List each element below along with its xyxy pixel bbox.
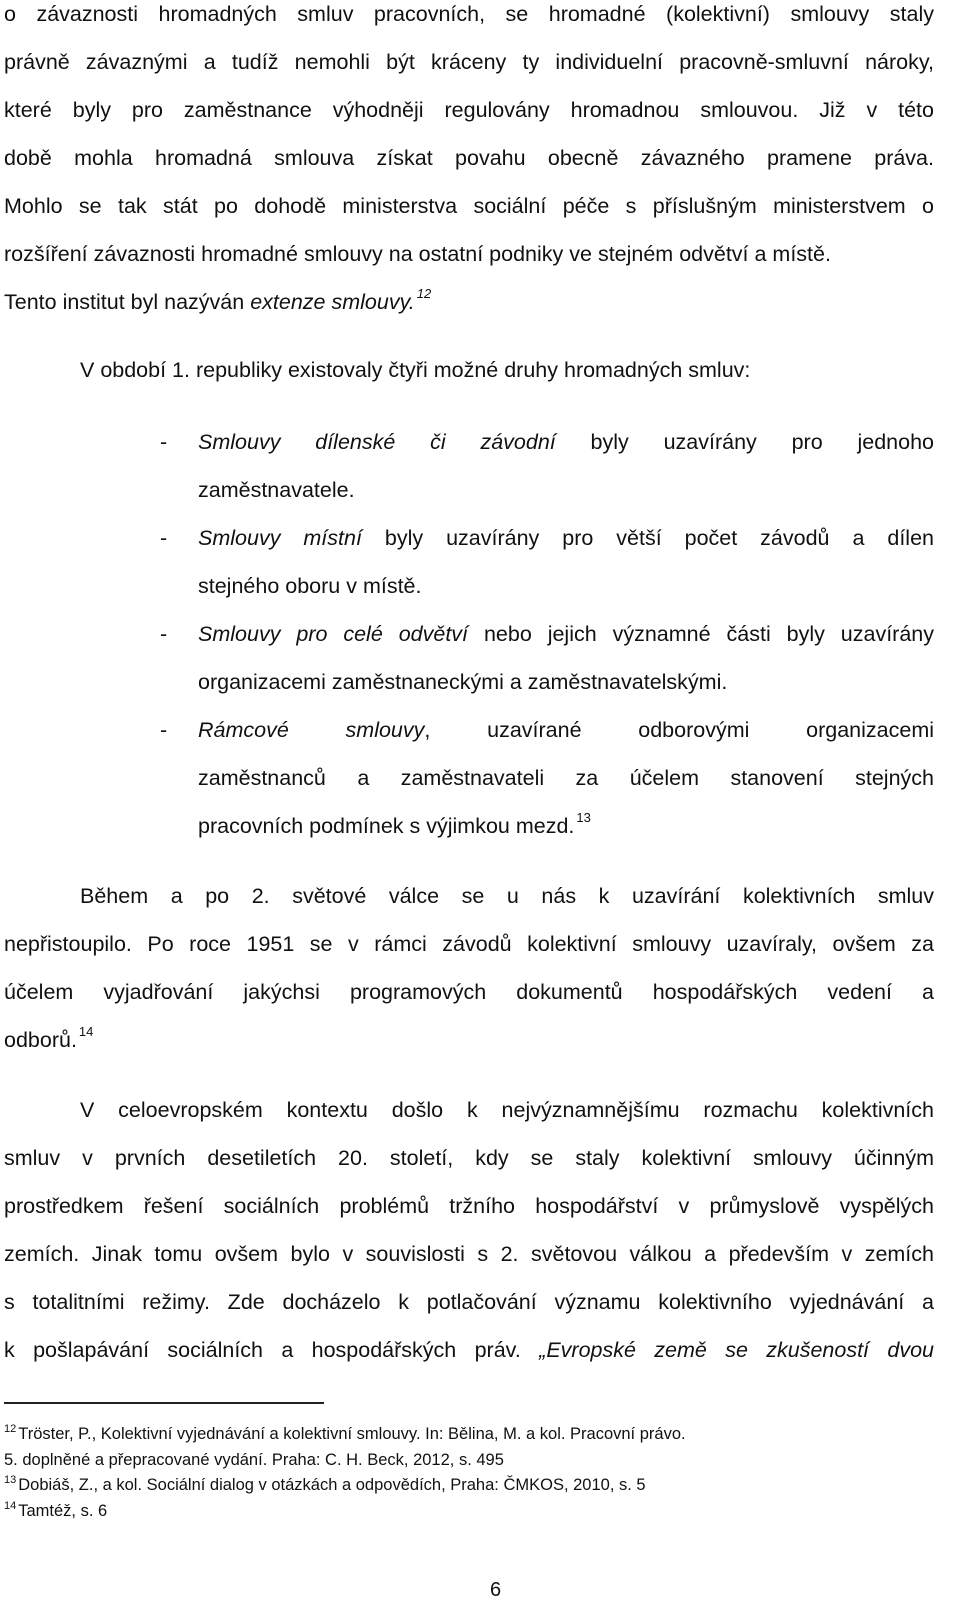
body-text: Tento institut byl nazýván: [4, 290, 251, 314]
footnote-number: 14: [4, 1500, 17, 1512]
list-item-cont: zaměstnanců a zaměstnavateli za účelem stanovení stejných: [198, 766, 934, 790]
italic-term: Rámcové smlouvy: [198, 718, 425, 742]
list-item: [198, 430, 934, 454]
list-dash: -: [160, 622, 168, 646]
list-item: [198, 526, 934, 550]
body-line: [4, 1338, 934, 1362]
body-line: době mohla hromadná smlouva získat povahu obecně závazného pramene práva.: [4, 146, 934, 170]
footnote-number: 12: [4, 1423, 17, 1435]
body-line: Během a po 2. světové válce se u nás k uzavírání kolektivních smluv: [80, 884, 934, 908]
list-item-cont: zaměstnavatele.: [198, 478, 355, 502]
body-text: , uzavírané odborovými organizacemi: [424, 718, 935, 742]
body-text: byly uzavírány pro větší počet závodů a dílen: [361, 526, 934, 550]
footnote-number: 13: [4, 1474, 17, 1486]
footnote-ref: 12: [416, 286, 432, 301]
footnote-separator: [4, 1402, 324, 1404]
body-text: pracovních podmínek s výjimkou mezd.: [198, 814, 575, 838]
footnote-text: Dobiáš, Z., a kol. Sociální dialog v otázkách a odpovědích, Praha: ČMKOS, 2010, s. 5: [18, 1476, 646, 1494]
body-line: prostředkem řešení sociálních problémů tržního hospodářství v průmyslově vyspělých: [4, 1194, 934, 1218]
list-item-cont: [198, 810, 591, 841]
footnote-text: Tamtéž, s. 6: [18, 1502, 108, 1520]
body-line: Mohlo se tak stát po dohodě ministerstva sociální péče s příslušným ministerstvem o: [4, 194, 934, 218]
italic-quote: „Evropské země se zkušeností dvou: [539, 1338, 934, 1362]
italic-term: Smlouvy pro celé odvětví: [198, 622, 469, 646]
list-dash: -: [160, 526, 168, 550]
list-intro: V období 1. republiky existovaly čtyři možné druhy hromadných smluv:: [80, 358, 751, 382]
body-text: odborů.: [4, 1028, 77, 1052]
body-text: k pošlapávání sociálních a hospodářských práv.: [4, 1338, 540, 1362]
body-line: [4, 286, 432, 317]
body-text: nebo jejich významné části byly uzavírány: [468, 622, 934, 646]
list-dash: -: [160, 430, 168, 454]
list-item: [198, 718, 934, 742]
list-dash: -: [160, 718, 168, 742]
footnote-text: Tröster, P., Kolektivní vyjednávání a kolektivní smlouvy. In: Bělina, M. a kol. Pracovní právo.: [18, 1425, 686, 1443]
footnote-ref: 14: [78, 1024, 94, 1039]
italic-term: extenze smlouvy.: [250, 290, 415, 314]
italic-term: Smlouvy dílenské či závodní: [198, 430, 556, 454]
list-item-cont: organizacemi zaměstnaneckými a zaměstnavatelskými.: [198, 670, 728, 694]
footnote-14: [4, 1501, 107, 1523]
body-line: nepřistoupilo. Po roce 1951 se v rámci závodů kolektivní smlouvy uzavíraly, ovšem za: [4, 932, 934, 956]
body-line: které byly pro zaměstnance výhodněji regulovány hromadnou smlouvou. Již v této: [4, 98, 934, 122]
body-line: s totalitními režimy. Zde docházelo k potlačování významu kolektivního vyjednávání a: [4, 1290, 934, 1314]
italic-term: Smlouvy místní: [198, 526, 362, 550]
body-line: zemích. Jinak tomu ovšem bylo v souvislosti s 2. světovou válkou a především v zemích: [4, 1242, 934, 1266]
footnote-ref: 13: [576, 810, 591, 825]
body-line: rozšíření závaznosti hromadné smlouvy na ostatní podniky ve stejném odvětví a místě.: [4, 242, 831, 266]
body-line: [4, 1024, 94, 1055]
body-line: právně závaznými a tudíž nemohli být kráceny ty individuelní pracovně-smluvní nároky,: [4, 50, 934, 74]
list-item: [198, 622, 934, 646]
body-line: o závaznosti hromadných smluv pracovních, se hromadné (kolektivní) smlouvy staly: [4, 2, 934, 26]
footnote-12-cont: 5. doplněné a přepracované vydání. Praha: C. H. Beck, 2012, s. 495: [4, 1451, 504, 1469]
footnote-13: [4, 1475, 646, 1497]
footnote-12: [4, 1424, 686, 1446]
body-line: účelem vyjadřování jakýchsi programových dokumentů hospodářských vedení a: [4, 980, 934, 1004]
body-text: byly uzavírány pro jednoho: [555, 430, 934, 454]
body-line: V celoevropském kontextu došlo k nejvýznamnějšímu rozmachu kolektivních: [80, 1098, 934, 1122]
body-line: smluv v prvních desetiletích 20. století, kdy se staly kolektivní smlouvy účinným: [4, 1146, 934, 1170]
list-item-cont: stejného oboru v místě.: [198, 574, 422, 598]
page-number: 6: [490, 1579, 502, 1601]
